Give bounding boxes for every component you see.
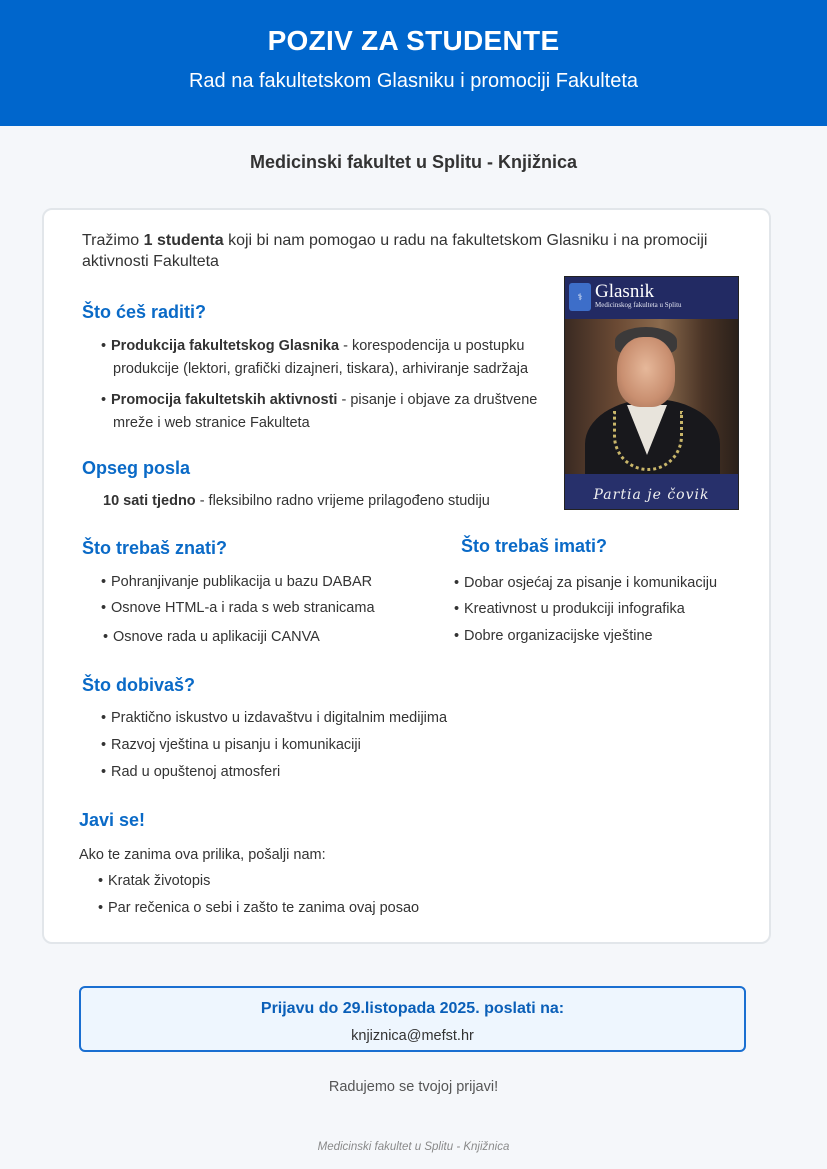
scope-detail: - fleksibilno radno vrijeme prilagođeno studiju [195, 493, 490, 509]
task-item-text: produkcije (lektori, grafički dizajneri, tiskara), arhiviranje sadržaja [113, 361, 529, 377]
bullet: • [101, 338, 107, 354]
content-card [42, 208, 771, 944]
deadline-box [79, 986, 746, 1052]
cover-script-text: Partia je čovik [593, 487, 710, 503]
cover-face [617, 337, 675, 407]
closing-text: Radujemo se tvojoj prijavi! [328, 1079, 499, 1095]
faculty-logo-icon: ⚕ [569, 283, 591, 311]
list-item-text: Rad u opuštenoj atmosferi [111, 764, 281, 780]
deadline-title: Prijavu do 29.listopada 2025. poslati na: [260, 1000, 565, 1017]
apply-heading: Javi se! [79, 810, 146, 830]
list-item [454, 598, 685, 621]
page-title: POZIV ZA STUDENTE [267, 25, 560, 56]
cover-title: Glasnik [595, 281, 655, 302]
cover-photo [565, 319, 738, 476]
list-item [101, 761, 280, 784]
list-item [101, 571, 372, 594]
bullet: • [103, 629, 109, 645]
list-item-text: Par rečenica o sebi i zašto te zanima ovaj posao [108, 900, 420, 916]
have-heading: Što trebaš imati? [461, 536, 608, 556]
bullet: • [101, 574, 107, 590]
list-item-text: Pohranjivanje publikacija u bazu DABAR [111, 574, 373, 590]
list-item-text: Dobar osjećaj za pisanje i komunikaciju [464, 575, 718, 591]
task-item-title: Promocija fakultetskih aktivnosti [111, 392, 338, 408]
task-item [101, 389, 561, 435]
know-heading: Što trebaš znati? [82, 538, 228, 558]
list-item [98, 897, 419, 920]
task-item-text: - korespodencija u postupku [339, 338, 525, 354]
scope-bold: 10 sati tjedno [103, 493, 196, 509]
header-banner [0, 0, 827, 126]
scope-text [103, 490, 563, 513]
apply-text: Ako te zanima ova prilika, pošalji nam: [79, 847, 326, 863]
contact-email-link[interactable]: knjiznica@mefst.hr [351, 1028, 474, 1044]
list-item-text: Osnove HTML-a i rada s web stranicama [111, 600, 375, 616]
intro-text [82, 230, 742, 272]
list-item-text: Razvoj vještina u pisanju i komunikaciji [111, 737, 361, 753]
intro-suffix: koji bi nam pomogao u radu na fakultetskom Glasniku i na promociji aktivnosti Fakulteta [82, 232, 708, 270]
get-heading: Što dobivaš? [82, 675, 196, 695]
cover-subtitle: Medicinskog fakulteta u Splitu [595, 301, 682, 309]
list-item [103, 626, 320, 649]
bullet: • [101, 600, 107, 616]
bullet: • [101, 710, 107, 726]
list-item-text: Osnove rada u aplikaciji CANVA [113, 629, 320, 645]
list-item-text: Kratak životopis [108, 873, 211, 889]
bullet: • [101, 737, 107, 753]
footer-text: Medicinski fakultet u Splitu - Knjižnica [317, 1141, 510, 1153]
list-item [101, 597, 375, 620]
list-item [98, 870, 210, 893]
scope-heading: Opseg posla [82, 458, 191, 478]
intro-prefix: Tražimo [82, 232, 144, 249]
page-subtitle: Rad na fakultetskom Glasniku i promociji Fakulteta [188, 70, 639, 92]
organization-title: Medicinski fakultet u Splitu - Knjižnica [249, 152, 578, 172]
task-item [101, 335, 561, 381]
bullet: • [454, 575, 460, 591]
list-item-text: Praktično iskustvo u izdavaštvu i digitalnim medijima [111, 710, 448, 726]
bullet: • [98, 873, 104, 889]
list-item-text: Kreativnost u produkciji infografika [464, 601, 685, 617]
list-item-text: Dobre organizacijske vještine [464, 628, 653, 644]
task-item-text: mreže i web stranice Fakulteta [113, 415, 310, 431]
bullet: • [101, 392, 107, 408]
list-item [454, 625, 653, 648]
bullet: • [101, 764, 107, 780]
glasnik-cover-image [564, 276, 739, 510]
task-item-text: - pisanje i objave za društvene [337, 392, 538, 408]
list-item [101, 707, 447, 730]
bullet: • [454, 628, 460, 644]
intro-bold: 1 studenta [143, 232, 224, 249]
tasks-heading: Što ćeš raditi? [82, 302, 207, 322]
bullet: • [454, 601, 460, 617]
list-item [454, 572, 717, 595]
list-item [101, 734, 361, 757]
bullet: • [98, 900, 104, 916]
task-item-title: Produkcija fakultetskog Glasnika [111, 338, 340, 354]
